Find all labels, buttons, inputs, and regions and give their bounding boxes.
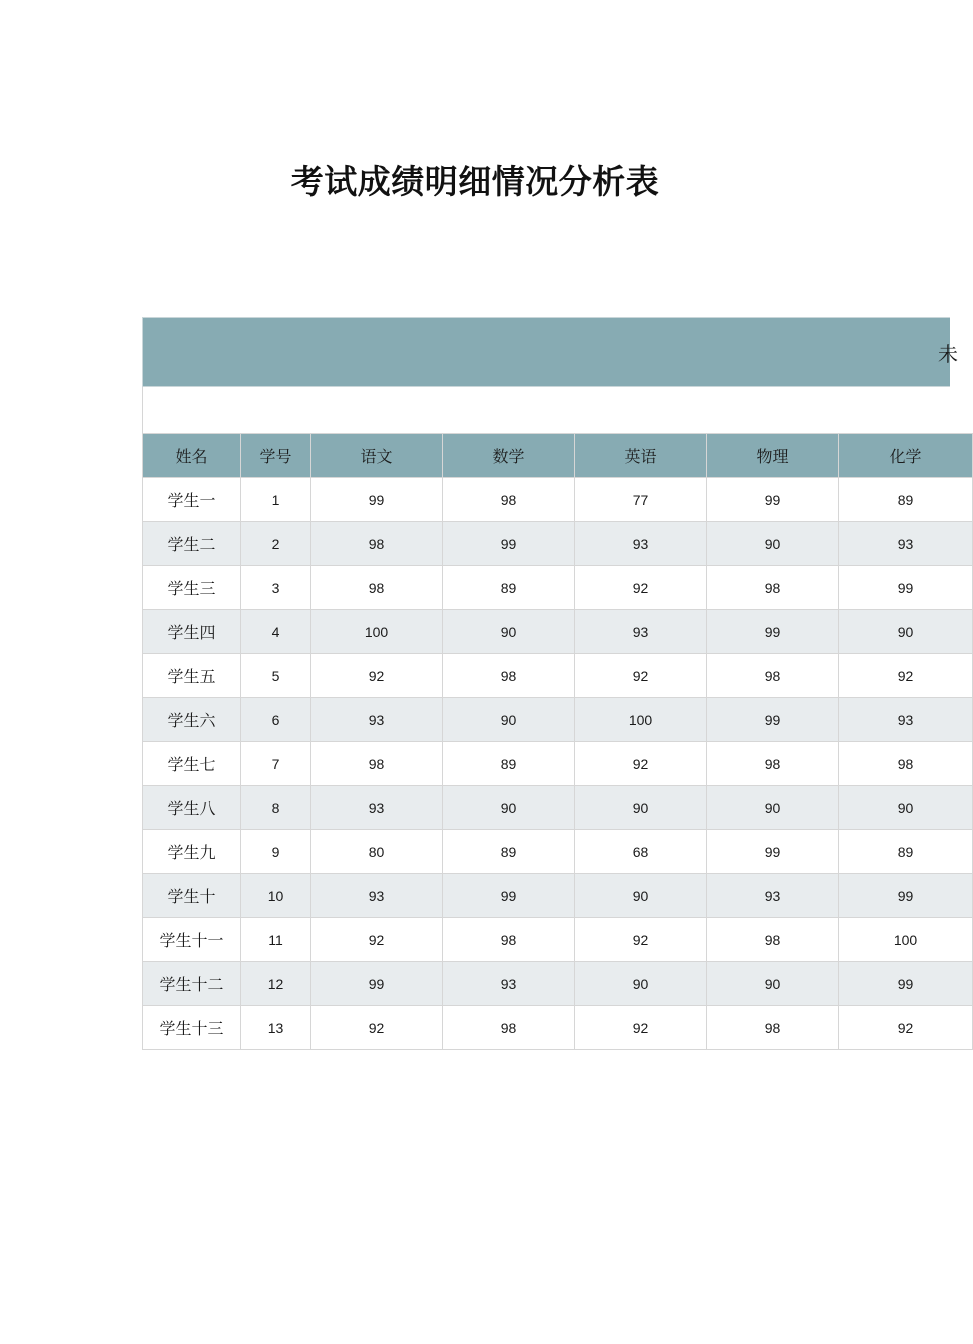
chinese-score-cell[interactable]: 93 (311, 698, 443, 742)
physics-score-cell[interactable]: 93 (707, 874, 839, 918)
english-score-cell[interactable]: 92 (575, 742, 707, 786)
student-name-cell[interactable]: 学生三 (143, 566, 241, 610)
table-row (143, 962, 973, 1006)
math-score-cell[interactable]: 93 (443, 962, 575, 1006)
math-score-cell[interactable]: 90 (443, 786, 575, 830)
physics-score-cell[interactable]: 99 (707, 610, 839, 654)
chinese-score-cell[interactable]: 93 (311, 786, 443, 830)
chinese-score-cell[interactable]: 99 (311, 478, 443, 522)
col-header-physics[interactable]: 物理 (707, 434, 839, 478)
chemistry-score-cell[interactable]: 100 (839, 918, 973, 962)
chemistry-score-cell[interactable]: 92 (839, 654, 973, 698)
header-row (143, 434, 973, 478)
table-row (143, 1006, 973, 1050)
table-row (143, 610, 973, 654)
chinese-score-cell[interactable]: 99 (311, 962, 443, 1006)
table-row (143, 654, 973, 698)
english-score-cell[interactable]: 100 (575, 698, 707, 742)
col-header-id[interactable]: 学号 (241, 434, 311, 478)
chemistry-score-cell[interactable]: 98 (839, 742, 973, 786)
table-banner (142, 317, 958, 387)
chinese-score-cell[interactable]: 98 (311, 742, 443, 786)
student-id-cell[interactable]: 12 (241, 962, 311, 1006)
chemistry-score-cell[interactable]: 92 (839, 1006, 973, 1050)
student-name-cell[interactable]: 学生九 (143, 830, 241, 874)
student-id-cell[interactable]: 11 (241, 918, 311, 962)
chinese-score-cell[interactable]: 92 (311, 654, 443, 698)
english-score-cell[interactable]: 93 (575, 610, 707, 654)
chemistry-score-cell[interactable]: 99 (839, 566, 973, 610)
student-name-cell[interactable]: 学生八 (143, 786, 241, 830)
student-name-cell[interactable]: 学生六 (143, 698, 241, 742)
english-score-cell[interactable]: 90 (575, 874, 707, 918)
student-name-cell[interactable]: 学生十二 (143, 962, 241, 1006)
english-score-cell[interactable]: 68 (575, 830, 707, 874)
col-header-english[interactable]: 英语 (575, 434, 707, 478)
table-row (143, 566, 973, 610)
chemistry-score-cell[interactable]: 93 (839, 698, 973, 742)
english-score-cell[interactable]: 92 (575, 566, 707, 610)
banner-text: 未 (938, 342, 958, 366)
student-name-cell[interactable]: 学生七 (143, 742, 241, 786)
math-score-cell[interactable]: 98 (443, 1006, 575, 1050)
table-row (143, 830, 973, 874)
chinese-score-cell[interactable]: 98 (311, 566, 443, 610)
table-row (143, 918, 973, 962)
student-id-cell[interactable]: 10 (241, 874, 311, 918)
chinese-score-cell[interactable]: 80 (311, 830, 443, 874)
student-name-cell[interactable]: 学生十 (143, 874, 241, 918)
english-score-cell[interactable]: 92 (575, 1006, 707, 1050)
col-header-math[interactable]: 数学 (443, 434, 575, 478)
english-score-cell[interactable]: 92 (575, 654, 707, 698)
physics-score-cell[interactable]: 90 (707, 522, 839, 566)
student-name-cell[interactable]: 学生四 (143, 610, 241, 654)
table-body (143, 478, 973, 1050)
chinese-score-cell[interactable]: 93 (311, 874, 443, 918)
blank-row (142, 387, 950, 433)
table-row (143, 698, 973, 742)
table-row (143, 874, 973, 918)
student-name-cell[interactable]: 学生一 (143, 478, 241, 522)
physics-score-cell[interactable]: 90 (707, 786, 839, 830)
english-score-cell[interactable]: 90 (575, 962, 707, 1006)
physics-score-cell[interactable]: 90 (707, 962, 839, 1006)
table-row (143, 742, 973, 786)
student-id-cell[interactable]: 6 (241, 698, 311, 742)
col-header-chemistry[interactable]: 化学 (839, 434, 973, 478)
score-sheet (142, 317, 958, 1050)
student-id-cell[interactable]: 1 (241, 478, 311, 522)
col-header-chinese[interactable]: 语文 (311, 434, 443, 478)
physics-score-cell[interactable]: 98 (707, 566, 839, 610)
english-score-cell[interactable]: 93 (575, 522, 707, 566)
student-id-cell[interactable]: 9 (241, 830, 311, 874)
physics-score-cell[interactable]: 99 (707, 478, 839, 522)
table-row (143, 478, 973, 522)
physics-score-cell[interactable]: 98 (707, 918, 839, 962)
chinese-score-cell[interactable]: 92 (311, 918, 443, 962)
physics-score-cell[interactable]: 98 (707, 742, 839, 786)
chinese-score-cell[interactable]: 92 (311, 1006, 443, 1050)
math-score-cell[interactable]: 90 (443, 610, 575, 654)
chemistry-score-cell[interactable]: 99 (839, 874, 973, 918)
math-score-cell[interactable]: 99 (443, 874, 575, 918)
student-id-cell[interactable]: 4 (241, 610, 311, 654)
math-score-cell[interactable]: 98 (443, 918, 575, 962)
math-score-cell[interactable]: 89 (443, 742, 575, 786)
physics-score-cell[interactable]: 98 (707, 654, 839, 698)
student-id-cell[interactable]: 2 (241, 522, 311, 566)
student-name-cell[interactable]: 学生十三 (143, 1006, 241, 1050)
english-score-cell[interactable]: 77 (575, 478, 707, 522)
chemistry-score-cell[interactable]: 93 (839, 522, 973, 566)
page-title: 考试成绩明细情况分析表 (290, 162, 660, 201)
physics-score-cell[interactable]: 98 (707, 1006, 839, 1050)
chemistry-score-cell[interactable]: 90 (839, 786, 973, 830)
student-id-cell[interactable]: 5 (241, 654, 311, 698)
chinese-score-cell[interactable]: 100 (311, 610, 443, 654)
col-header-name[interactable]: 姓名 (143, 434, 241, 478)
chemistry-score-cell[interactable]: 99 (839, 962, 973, 1006)
student-name-cell[interactable]: 学生五 (143, 654, 241, 698)
chemistry-score-cell[interactable]: 89 (839, 830, 973, 874)
student-id-cell[interactable]: 8 (241, 786, 311, 830)
chemistry-score-cell[interactable]: 89 (839, 478, 973, 522)
table-row (143, 786, 973, 830)
english-score-cell[interactable]: 90 (575, 786, 707, 830)
student-name-cell[interactable]: 学生十一 (143, 918, 241, 962)
student-id-cell[interactable]: 13 (241, 1006, 311, 1050)
math-score-cell[interactable]: 98 (443, 478, 575, 522)
score-table (142, 433, 973, 1050)
physics-score-cell[interactable]: 99 (707, 830, 839, 874)
math-score-cell[interactable]: 89 (443, 830, 575, 874)
student-id-cell[interactable]: 7 (241, 742, 311, 786)
student-name-cell[interactable]: 学生二 (143, 522, 241, 566)
math-score-cell[interactable]: 90 (443, 698, 575, 742)
math-score-cell[interactable]: 89 (443, 566, 575, 610)
table-row (143, 522, 973, 566)
math-score-cell[interactable]: 98 (443, 654, 575, 698)
english-score-cell[interactable]: 92 (575, 918, 707, 962)
physics-score-cell[interactable]: 99 (707, 698, 839, 742)
student-id-cell[interactable]: 3 (241, 566, 311, 610)
chemistry-score-cell[interactable]: 90 (839, 610, 973, 654)
math-score-cell[interactable]: 99 (443, 522, 575, 566)
chinese-score-cell[interactable]: 98 (311, 522, 443, 566)
